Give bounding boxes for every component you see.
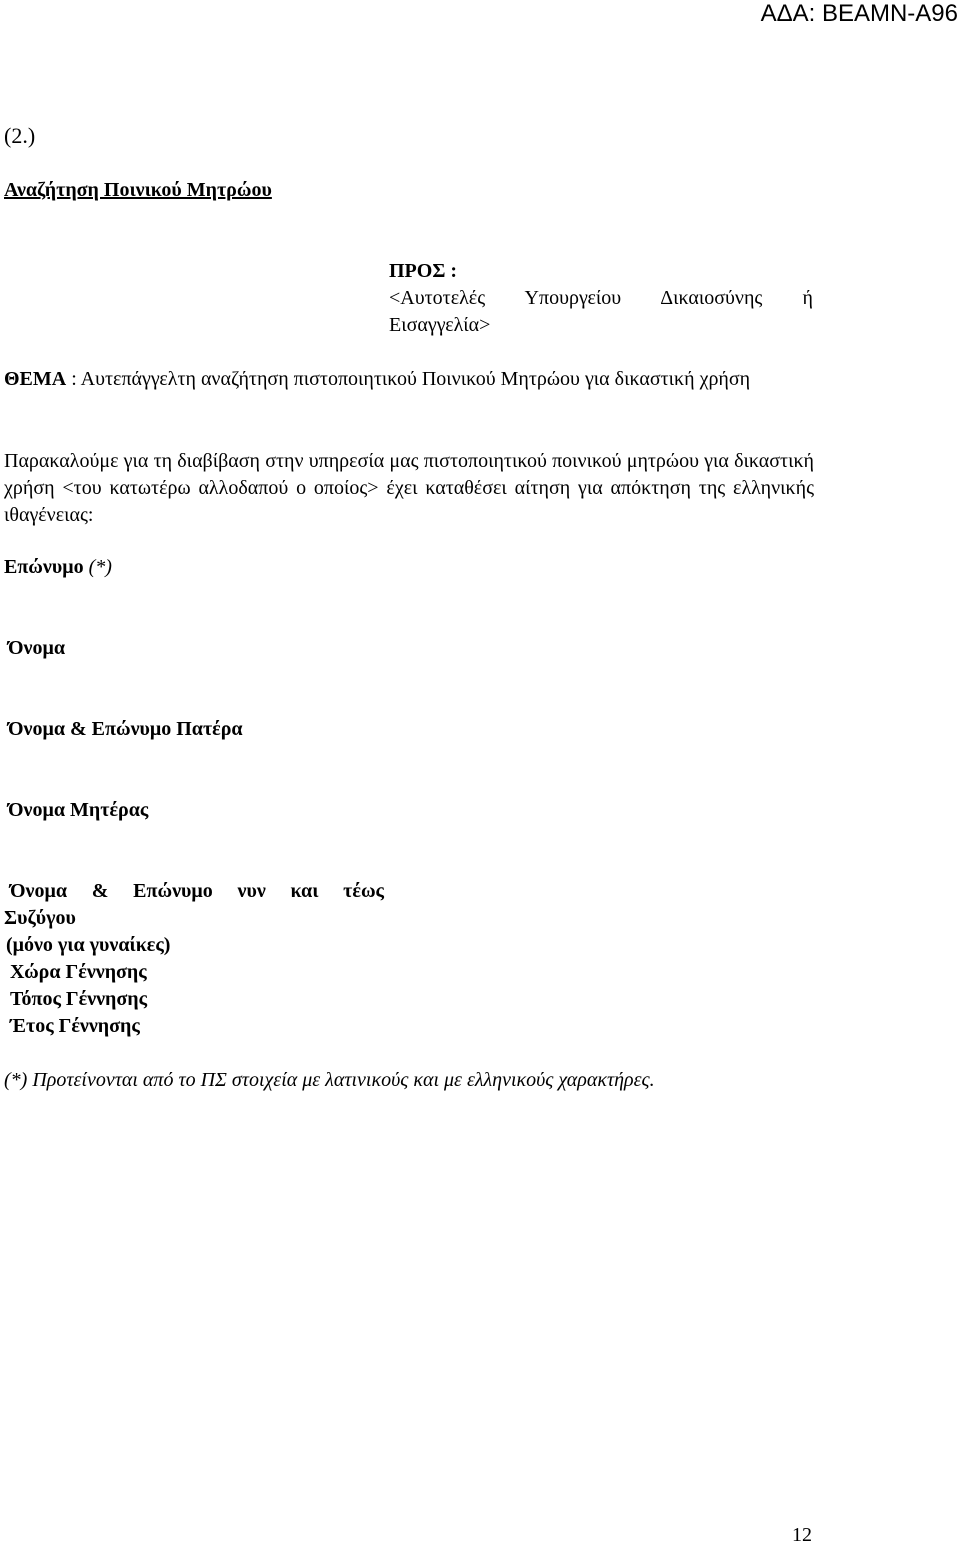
section-number: (2.) <box>4 123 36 148</box>
birth-country-field-label: Χώρα Γέννησης <box>10 961 147 983</box>
spouse-label-line1: Όνομα & Επώνυμο νυν και τέως <box>10 880 384 902</box>
ada-code: ΑΔΑ: ΒΕΑΜΝ-Α96 <box>760 0 958 27</box>
recipient-block <box>389 258 813 339</box>
recipient-value: <Αυτοτελές Υπουργείου Δικαιοσύνης ή Εισαγγελία> <box>389 287 813 336</box>
mother-field-label: Όνομα Μητέρας <box>8 799 149 821</box>
father-field-label: Όνομα & Επώνυμο Πατέρα <box>8 718 243 740</box>
subject-label: ΘΕΜΑ <box>4 368 67 390</box>
birth-year-field-label: Έτος Γέννησης <box>10 1015 140 1037</box>
surname-footnote-mark: (*) <box>88 556 112 578</box>
spouse-label-line2: Συζύγου <box>4 907 76 929</box>
request-paragraph: Παρακαλούμε για τη διαβίβαση στην υπηρεσία μας πιστοποιητικού ποινικού μητρώου για δικαστική χρήση <του κατωτέρω αλλοδαπού ο οποίος> έχει καταθέσει αίτηση για απόκτηση της ελληνικής ιθαγένειας: <box>4 450 814 526</box>
surname-label: Επώνυμο <box>4 556 84 578</box>
recipient-label: ΠΡΟΣ : <box>389 260 458 282</box>
subject-block <box>4 366 814 393</box>
footnote: (*) Προτείνονται από το ΠΣ στοιχεία με λατινικούς και με ελληνικούς χαρακτήρες. <box>4 1069 655 1091</box>
spouse-note: (μόνο για γυναίκες) <box>6 934 171 956</box>
surname-field-label <box>4 554 112 581</box>
name-field-label: Όνομα <box>8 637 65 659</box>
birth-place-field-label: Τόπος Γέννησης <box>10 988 148 1010</box>
spouse-field-label <box>4 878 384 959</box>
subject-text: : Αυτεπάγγελτη αναζήτηση πιστοποιητικού Ποινικού Μητρώου για δικαστική χρήση <box>66 368 751 390</box>
page-number: 12 <box>792 1524 812 1546</box>
document-title: Αναζήτηση Ποινικού Μητρώου <box>4 179 272 201</box>
